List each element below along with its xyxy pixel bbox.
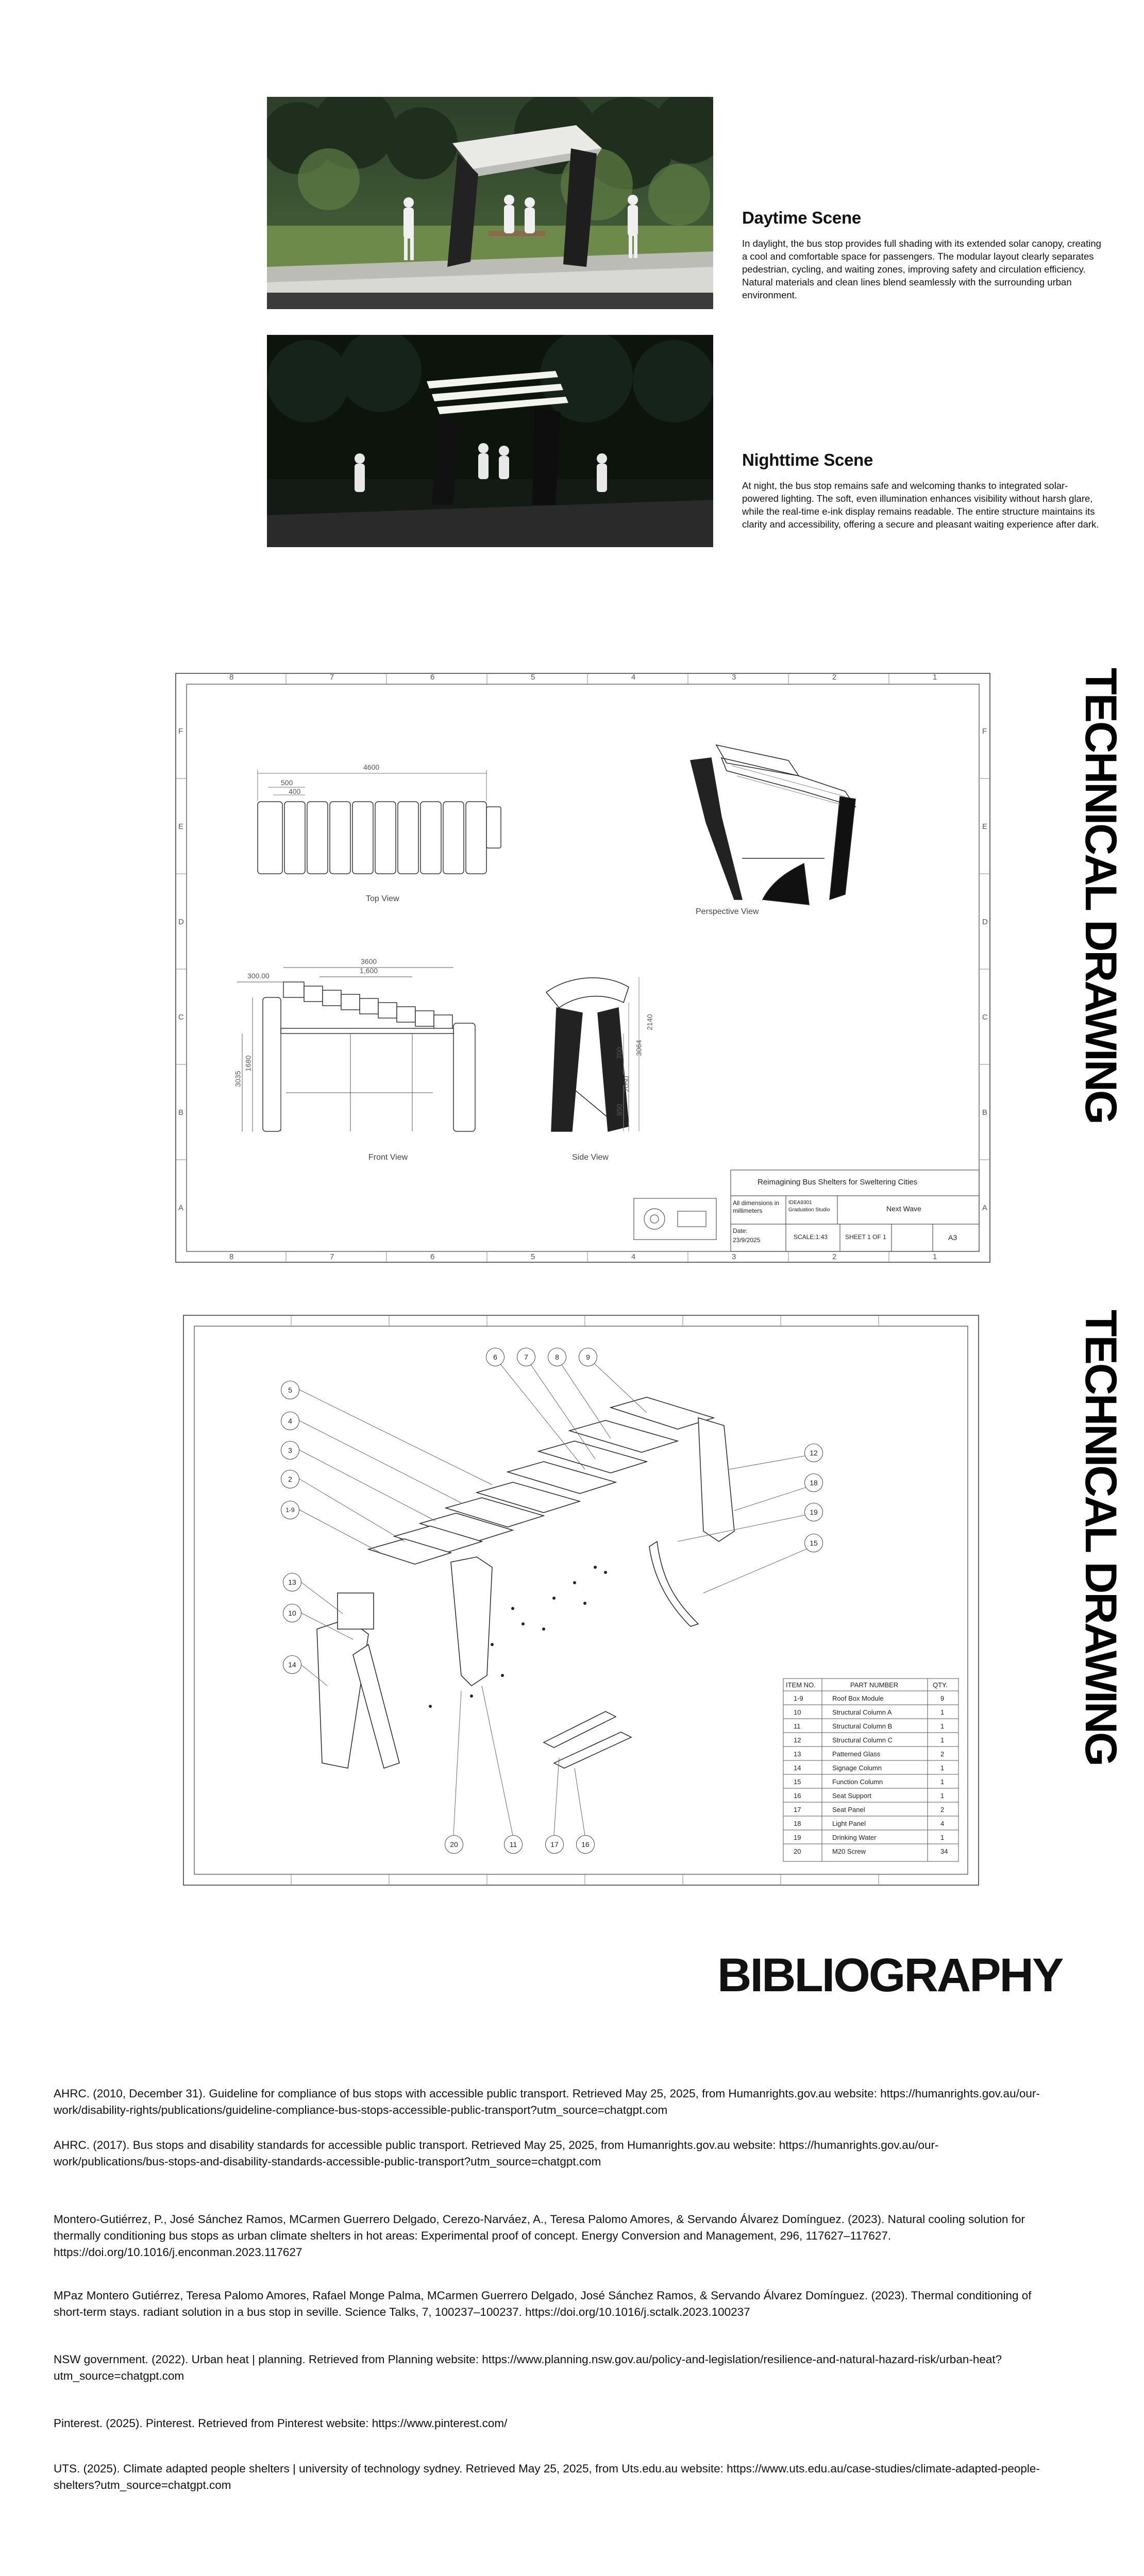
zone-row-a-right: A <box>982 1204 988 1212</box>
zone-row-f-right: F <box>982 727 987 736</box>
dim-top-500: 500 <box>281 778 293 787</box>
title-block-course: IDEA9301 Graduation Studio <box>788 1200 830 1213</box>
bom-row-part: Drinking Water <box>832 1834 877 1841</box>
bom-row-qty: 1 <box>940 1736 945 1744</box>
bom-row-part: Seat Support <box>832 1792 871 1800</box>
title-block-date: 23/9/2025 <box>733 1236 761 1244</box>
perspective-view-label: Perspective View <box>696 907 759 916</box>
title-block-size: A3 <box>948 1233 957 1242</box>
bom-row-part: Seat Panel <box>832 1806 865 1814</box>
zone-row-f: F <box>178 727 183 736</box>
title-block-project: Reimagining Bus Shelters for Sweltering Cities <box>758 1178 918 1187</box>
zone-row-a: A <box>178 1204 184 1212</box>
balloon-13: 13 <box>283 1573 301 1591</box>
bom-row-item: 15 <box>794 1778 801 1786</box>
title-block-date-label: Date: <box>733 1227 748 1234</box>
bom-row-qty: 1 <box>940 1764 945 1772</box>
bom-header-part: PART NUMBER <box>850 1681 899 1689</box>
zone-col-7: 7 <box>330 673 334 682</box>
bom-row-part: Light Panel <box>832 1820 866 1827</box>
balloon-3: 3 <box>281 1441 299 1460</box>
side-view-label: Side View <box>572 1153 609 1162</box>
zone-col-6: 6 <box>430 673 435 682</box>
balloon-4: 4 <box>281 1412 299 1430</box>
bom-row-part: Structural Column A <box>832 1708 892 1716</box>
balloon-7: 7 <box>517 1348 535 1366</box>
reference-item: MPaz Montero Gutiérrez, Teresa Palomo Amores, Rafael Monge Palma, MCarmen Guerrero Delgado, José Sánchez Ramos, & Servando Álvarez Domínguez. (2023). Thermal conditioning of short-term stays. radiant solution in a bus stop in seville. Science Talks, 7, 100237–100237. https://doi.org/10.1016/j.sctalk.2023.100237 <box>54 2289 1032 2318</box>
balloon-17: 17 <box>545 1835 564 1854</box>
bom-row-item: 16 <box>794 1792 801 1800</box>
zone-row-d-right: D <box>982 918 988 926</box>
balloon-10: 10 <box>283 1604 301 1622</box>
bom-row-qty: 2 <box>940 1750 945 1758</box>
bom-row-part: Function Column <box>832 1778 883 1786</box>
technical-drawing-sheet-2 <box>183 1315 979 1886</box>
zone-col-8-bottom: 8 <box>229 1252 234 1261</box>
zone-row-e-right: E <box>982 822 988 831</box>
dim-side-950: 950 <box>615 1104 624 1116</box>
bom-row-item: 13 <box>794 1750 801 1758</box>
zone-col-1-bottom: 1 <box>933 1252 937 1261</box>
balloon-1-9: 1-9 <box>281 1501 299 1519</box>
bom-row-item: 19 <box>794 1834 801 1841</box>
balloon-8: 8 <box>548 1348 566 1366</box>
reference-item: Montero-Gutiérrez, P., José Sánchez Ramos, MCarmen Guerrero Delgado, Cerezo-Narváez, A., Teresa Palomo Amores, & Servando Álvarez Domínguez. (2023). Natural cooling solution for thermally conditioning bus stops as urban climate shelters in hot areas: Experimental proof of concept. Energy Conversion and Management, 296, 117627–117627. https://doi.org/10.1016/j.enconman.2023.117627 <box>54 2213 1025 2259</box>
bom-row-part: M20 Screw <box>832 1848 866 1855</box>
bom-row-qty: 4 <box>940 1820 945 1827</box>
bom-row-item: 14 <box>794 1764 801 1772</box>
dim-front-3035: 3035 <box>233 1071 242 1087</box>
bom-row-qty: 1 <box>940 1708 945 1716</box>
bom-row-item: 12 <box>794 1736 801 1744</box>
title-block-team: Next Wave <box>886 1205 921 1213</box>
zone-row-e: E <box>178 822 184 831</box>
dim-top-overall: 4600 <box>363 763 380 771</box>
zone-col-6-bottom: 6 <box>430 1252 435 1261</box>
balloon-12: 12 <box>804 1444 823 1462</box>
reference-item: Pinterest. (2025). Pinterest. Retrieved from Pinterest website: https://www.pinterest.com/ <box>54 2417 508 2430</box>
bom-row-item: 18 <box>794 1820 801 1827</box>
bom-row-part: Patterned Glass <box>832 1750 881 1758</box>
bom-row-item: 10 <box>794 1708 801 1716</box>
top-view-label: Top View <box>366 894 399 903</box>
title-block-scale: SCALE:1:43 <box>794 1233 828 1241</box>
zone-col-7-bottom: 7 <box>330 1252 334 1261</box>
balloon-19: 19 <box>804 1503 823 1521</box>
zone-row-d: D <box>178 918 184 926</box>
dim-front-1600: 1,600 <box>360 967 378 975</box>
nighttime-scene-title: Nighttime Scene <box>742 450 873 469</box>
bom-row-qty: 1 <box>940 1834 945 1841</box>
balloon-2: 2 <box>281 1470 299 1488</box>
daytime-scene-description: In daylight, the bus stop provides full shading with its extended solar canopy, creating a cool and comfortable space for passengers. The modular layout clearly separates pedestrian, cycling, and waiting zones, improving safety and circulation efficiency. Natural materials and clean lines blend seamlessly with the surrounding urban environment. <box>742 238 1101 300</box>
zone-col-3: 3 <box>732 673 736 682</box>
zone-col-3-bottom: 3 <box>732 1252 736 1261</box>
technical-drawing-heading-2: TECHNICAL DRAWING <box>1076 1310 1125 1765</box>
zone-row-c-right: C <box>982 1013 988 1022</box>
balloon-20: 20 <box>445 1835 463 1854</box>
zone-col-2-bottom: 2 <box>832 1252 837 1261</box>
zone-row-b: B <box>178 1108 184 1117</box>
bom-row-part: Signage Column <box>832 1764 882 1772</box>
dim-side-2050: 2050 <box>622 1076 631 1092</box>
reference-item: UTS. (2025). Climate adapted people shelters | university of technology sydney. Retrieved May 25, 2025, from Uts.edu.au website: https://www.uts.edu.au/case-studies/climate-adapted-people-shelters?utm_source=chatgpt.com <box>54 2462 1040 2492</box>
nighttime-scene-description: At night, the bus stop remains safe and welcoming thanks to integrated solar-powered lighting. The soft, even illumination enhances visibility without harsh glare, while the real-time e-ink display remains readable. The entire structure maintains its clarity and accessibility, offering a secure and pleasant waiting experience after dark. <box>742 480 1099 530</box>
bom-row-qty: 1 <box>940 1778 945 1786</box>
balloon-6: 6 <box>486 1348 504 1366</box>
zone-col-4-bottom: 4 <box>631 1252 636 1261</box>
zone-col-5-bottom: 5 <box>531 1252 535 1261</box>
dim-front-300: 300.00 <box>247 972 270 980</box>
front-view-label: Front View <box>368 1153 408 1162</box>
bom-header-item: ITEM NO. <box>786 1681 816 1689</box>
zone-col-5: 5 <box>531 673 535 682</box>
zone-col-2: 2 <box>832 673 837 682</box>
title-block-dims-note: All dimensions in millimeters <box>733 1199 780 1214</box>
zone-col-1: 1 <box>933 673 937 682</box>
daytime-render-image <box>267 97 713 309</box>
dim-side-2140: 2140 <box>645 1014 654 1030</box>
title-block-sheet: SHEET 1 OF 1 <box>845 1233 886 1241</box>
bom-row-part: Structural Column B <box>832 1722 893 1730</box>
reference-item: AHRC. (2017). Bus stops and disability standards for accessible public transport. Retrieved May 25, 2025, from Humanrights.gov.au website: https://humanrights.gov.au/our-work/publications/bus-stops-and-disability-standards-accessible-public-transport?utm_source=chatgpt.com <box>54 2139 939 2168</box>
bibliography-heading: BIBLIOGRAPHY <box>717 1949 1063 2002</box>
daytime-scene-title: Daytime Scene <box>742 208 861 227</box>
bom-row-qty: 2 <box>940 1806 945 1814</box>
bom-row-qty: 1 <box>940 1792 945 1800</box>
dim-side-700: 700 <box>615 1047 624 1059</box>
bom-row-item: 11 <box>794 1722 801 1730</box>
reference-item: AHRC. (2010, December 31). Guideline for compliance of bus stops with accessible public transport. Retrieved May 25, 2025, from Humanrights.gov.au website: https://humanrights.gov.au/our-work/disability-rights/publications/guideline-compliance-bus-stops-accessible-public-transport?utm_source=chatgpt.com <box>54 2087 1040 2116</box>
balloon-18: 18 <box>804 1473 823 1492</box>
bom-row-part: Roof Box Module <box>832 1694 884 1702</box>
dim-front-1680: 1680 <box>244 1055 253 1072</box>
bom-row-item: 1-9 <box>794 1694 803 1702</box>
balloon-14: 14 <box>283 1655 301 1674</box>
balloon-5: 5 <box>281 1381 299 1399</box>
technical-drawing-heading-1: TECHNICAL DRAWING <box>1076 668 1125 1123</box>
dim-front-3600: 3600 <box>361 957 377 965</box>
reference-item: NSW government. (2022). Urban heat | planning. Retrieved from Planning website: https://www.planning.nsw.gov.au/policy-and-legislation/resilience-and-natural-hazard-risk/urban-heat?utm_source=chatgpt.com <box>54 2353 1002 2382</box>
zone-col-8: 8 <box>229 673 234 682</box>
technical-drawing-sheet-1 <box>175 673 990 1263</box>
bom-row-qty: 1 <box>940 1722 945 1730</box>
bom-header-qty: QTY. <box>933 1681 948 1689</box>
zone-row-c: C <box>178 1013 184 1022</box>
bom-row-item: 17 <box>794 1806 801 1814</box>
dim-side-3064: 3064 <box>634 1040 643 1056</box>
balloon-11: 11 <box>504 1835 523 1854</box>
nighttime-render-image <box>267 335 713 547</box>
zone-row-b-right: B <box>982 1108 988 1117</box>
bom-row-item: 20 <box>794 1848 801 1855</box>
balloon-15: 15 <box>804 1534 823 1552</box>
balloon-16: 16 <box>576 1835 595 1854</box>
bom-row-qty: 34 <box>940 1848 948 1855</box>
bom-row-part: Structural Column C <box>832 1736 893 1744</box>
bom-row-qty: 9 <box>940 1694 945 1702</box>
dim-top-400: 400 <box>289 787 301 795</box>
zone-col-4: 4 <box>631 673 636 682</box>
balloon-9: 9 <box>579 1348 597 1366</box>
